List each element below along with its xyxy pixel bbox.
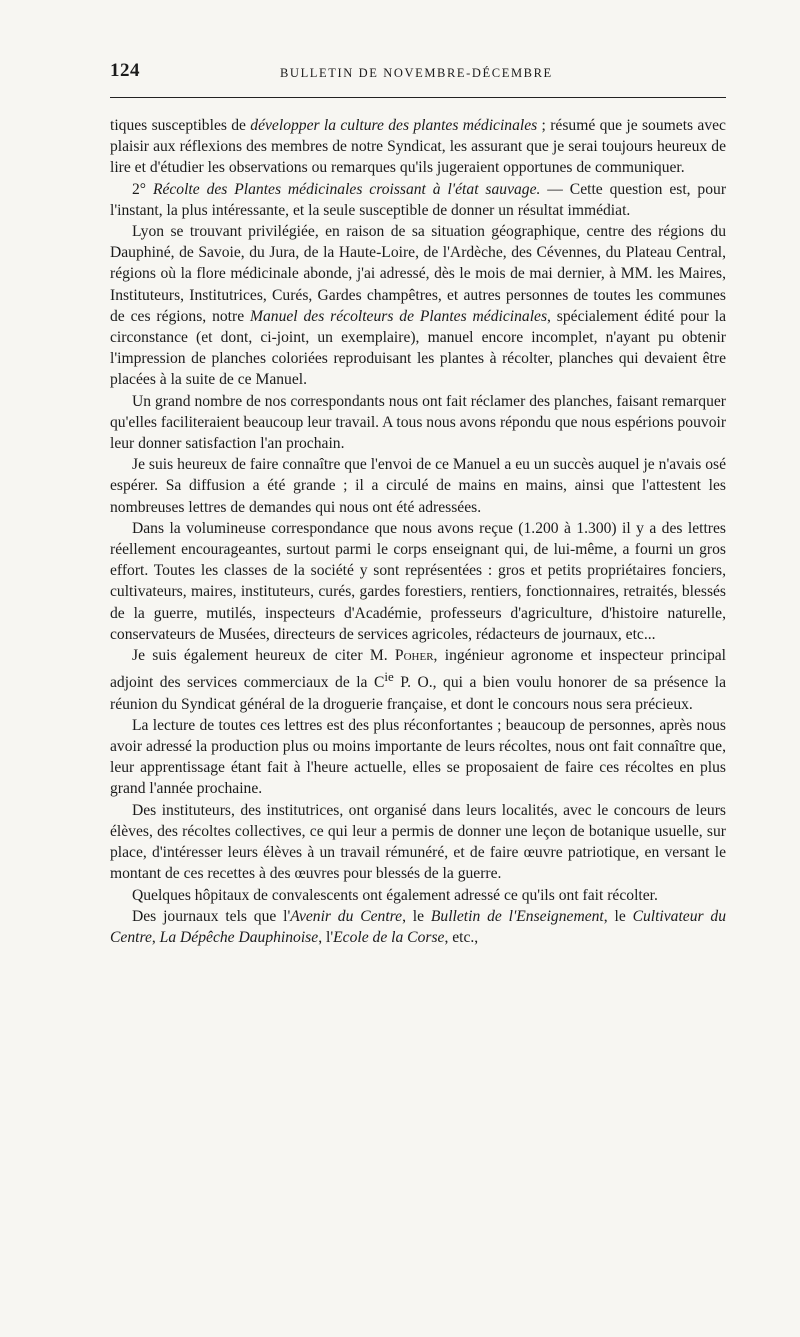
- page-number: 124: [110, 60, 140, 81]
- running-head: BULLETIN DE NOVEMBRE-DÉCEMBRE: [280, 66, 553, 80]
- paragraph-10: Quelques hôpitaux de convalescents ont également adressé ce qu'ils ont fait récolter.: [132, 886, 658, 904]
- paragraph-11: Des journaux tels que l'Avenir du Centre, le Bulletin de l'Enseignement, le Cultivateur du Centre, La Dépêche Dauphinoise, l'Ecole de la Corse, etc.,: [110, 907, 727, 946]
- paragraph-1: tiques susceptibles de développer la culture des plantes médicinales ; résumé que je soumets avec plaisir aux réflexions des membres de notre Syndicat, les assurant que je serai toujours heureux de lire et d'étudier les observations ou remarques qu'ils jugeraient opportunes de communiquer.: [110, 117, 726, 177]
- paragraph-2: 2° Récolte des Plantes médicinales croissant à l'état sauvage. — Cette question est, pour l'instant, la plus intéressante, et la seule susceptible de donner un résultat immédiat.: [110, 180, 727, 219]
- paragraph-6: Dans la volumineuse correspondance que nous avons reçue (1.200 à 1.300) il y a des lettres réellement encourageantes, surtout parmi le corps enseignant qui, de lui-même, a fourni un gros effort. Toutes les classes de la société y sont représentées : gros et petits propriétaires fonciers, cultivateurs, maires, instituteurs, curés, gardes forestiers, rentiers, fonctionnaires, retraités, blessés de la guerre, mutilés, inspecteurs d'Académie, professeurs d'agriculture, d'histoire naturelle, conservateurs de Musées, directeurs de services agricoles, rédacteurs de journaux, etc...: [110, 519, 726, 643]
- page-header: [110, 60, 726, 88]
- paragraph-4: Un grand nombre de nos correspondants nous ont fait réclamer des planches, faisant remarquer qu'elles faciliteraient beaucoup leur travail. A tous nous avons répondu que nous espérions pouvoir leur donner satisfaction l'an prochain.: [110, 392, 727, 453]
- body-text: [110, 115, 726, 948]
- header-rule: [110, 97, 726, 98]
- paragraph-3: Lyon se trouvant privilégiée, en raison de sa situation géographique, centre des régions du Dauphiné, de Savoie, du Jura, de la Haute-Loire, de l'Ardèche, des Cévennes, du Plateau Central, régions où la flore médicinale abonde, j'ai adressé, dès le mois de mai dernier, à MM. les Maires, Instituteurs, Institutrices, Curés, Gardes champêtres, et autres personnes de toutes les communes de ces régions, notre Manuel des récolteurs de Plantes médicinales, spécialement édité pour la circonstance (et dont, ci-joint, un exemplaire), manuel encore incomplet, n'ayant pu obtenir l'impression de planches coloriées reproduisant les plantes à récolter, planches qui devaient être placées à la suite de ce Manuel.: [110, 223, 726, 389]
- paragraph-7: Je suis également heureux de citer M. Poher, ingénieur agronome et inspecteur principal adjoint des services commerciaux de la $C^{ie}$ P. O., qui a bien voulu honorer de sa présence la réunion du Syndicat général de la droguerie française, et dont le concours nous sera précieux.: [110, 647, 726, 713]
- paragraph-9: Des instituteurs, des institutrices, ont organisé dans leurs localités, avec le concours de leurs élèves, des récoltes collectives, ce qui leur a permis de donner une leçon de botanique usuelle, sur place, d'intéresser leurs élèves à un travail rémunéré, et de faire œuvre patriotique, en versant le montant de ces recettes à des œuvres pour blessés de la guerre.: [110, 801, 726, 883]
- paragraph-5: Je suis heureux de faire connaître que l'envoi de ce Manuel a eu un succès auquel je n'avais osé espérer. Sa diffusion a été grande ; il a circulé de mains en mains, ainsi que l'attestent les nombreuses lettres de demandes qui nous ont été adressées.: [110, 456, 726, 516]
- paragraph-8: La lecture de toutes ces lettres est des plus réconfortantes ; beaucoup de personnes, après nous avoir adressé la production plus ou moins importante de leurs récoltes, nous ont fait connaître que, leur apprentissage étant fait à l'heure actuelle, elles se proposaient de faire ces récoltes en plus grand l'année prochaine.: [110, 716, 726, 798]
